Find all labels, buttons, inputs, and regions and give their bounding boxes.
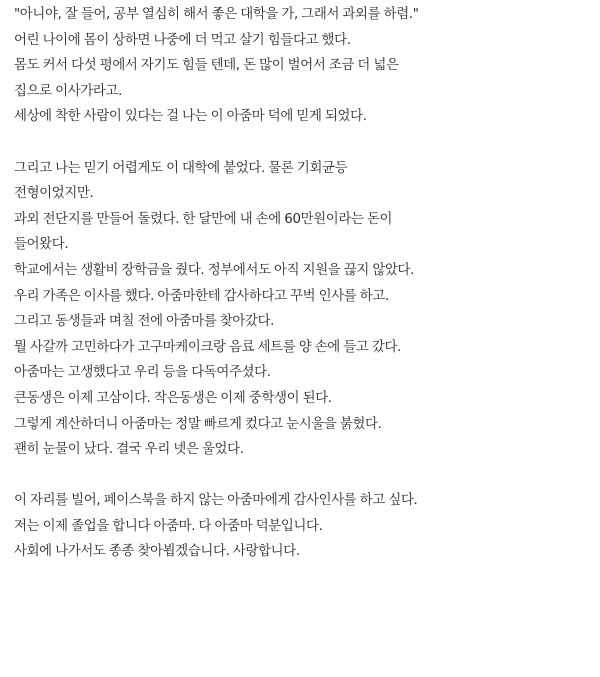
paragraph: [14, 156, 592, 463]
text-line: 이 자리를 빌어, 페이스북을 하지 않는 아줌마에게 감사인사를 하고 싶다.: [14, 493, 418, 509]
text-line: 집으로 이사가라고.: [14, 83, 122, 99]
text-line: 그렇게 계산하더니 아줌마는 정말 빠르게 컸다고 눈시울을 붉혔다.: [14, 416, 382, 432]
text-line: 저는 이제 졸업을 합니다 아줌마. 다 아줌마 덕분입니다.: [14, 518, 323, 534]
paragraph-gap: [14, 130, 592, 156]
text-line: 그리고 나는 믿기 어렵게도 이 대학에 붙었다. 물론 기회균등: [14, 160, 348, 176]
paragraph-gap: [14, 463, 592, 489]
text-line: 괜히 눈물이 났다. 결국 우리 넷은 울었다.: [14, 442, 244, 458]
paragraph: [14, 2, 592, 130]
text-line: 들어왔다.: [14, 237, 69, 253]
text-line: 전형이었지만.: [14, 186, 94, 202]
text-line: 어린 나이에 몸이 상하면 나중에 더 먹고 살기 힘들다고 했다.: [14, 32, 351, 48]
text-line: 아줌마는 고생했다고 우리 등을 다독여주셨다.: [14, 365, 271, 381]
text-line: 과외 전단지를 만들어 돌렸다. 한 달만에 내 손에 60만원이라는 돈이: [14, 211, 393, 227]
paragraph: [14, 488, 592, 565]
text-line: "아니야, 잘 들어, 공부 열심히 해서 좋은 대학을 가, 그래서 과외를 하렴.": [14, 7, 419, 22]
text-line: 몸도 커서 다섯 평에서 자기도 힘들 텐데, 돈 많이 벌어서 조금 더 넓은: [14, 58, 399, 74]
text-line: 큰동생은 이제 고삼이다. 작은동생은 이제 중학생이 된다.: [14, 390, 332, 406]
text-line: 그리고 동생들과 며칠 전에 아줌마를 찾아갔다.: [14, 314, 275, 330]
text-line: 사회에 나가서도 종종 찾아뵙겠습니다. 사랑합니다.: [14, 544, 300, 560]
text-line: 우리 가족은 이사를 했다. 아줌마한테 감사하다고 꾸벅 인사를 하고.: [14, 288, 389, 304]
text-line: 뭘 사갈까 고민하다가 고구마케이크랑 음료 세트를 양 손에 들고 갔다.: [14, 339, 401, 355]
text-line: 학교에서는 생활비 장학금을 줬다. 정부에서도 아직 지원을 끊지 않았다.: [14, 262, 415, 278]
text-line: 세상에 착한 사람이 있다는 걸 나는 이 아줌마 덕에 믿게 되었다.: [14, 109, 367, 125]
